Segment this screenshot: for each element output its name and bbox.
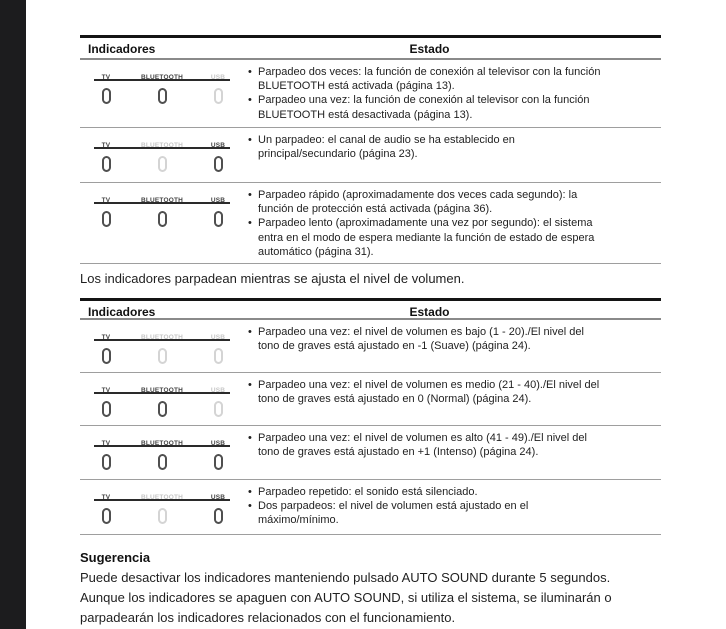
bluetooth-led-icon: [158, 211, 167, 227]
indicators-cell: [80, 373, 248, 425]
status-bullet-item: • Parpadeo una vez: la función de conexión al televisor con la función BLUETOOTH está desactivada (página 13).: [248, 93, 608, 121]
status-bullet-item: • Dos parpadeos: el nivel de volumen está ajustado en el máximo/mínimo.: [248, 499, 608, 527]
status-bullet-item: • Parpadeo dos veces: la función de conexión al televisor con la función BLUETOOTH está activada (página 13).: [248, 65, 608, 93]
status-bullet-item: • Parpadeo una vez: el nivel de volumen es medio (21 - 40)./El nivel del tono de graves está ajustado en 0 (Normal) (página 24).: [248, 378, 608, 406]
usb-led-icon: [214, 156, 223, 172]
bluetooth-indicator-label: BLUETOOTH: [140, 494, 184, 501]
bluetooth-indicator-label: BLUETOOTH: [140, 334, 184, 341]
status-bullet-item: • Parpadeo una vez: el nivel de volumen es alto (41 - 49)./El nivel del tono de graves está ajustado en +1 (Intenso) (página 24).: [248, 431, 608, 459]
tv-indicator-label: TV: [101, 494, 111, 501]
usb-led-icon: [214, 211, 223, 227]
indicator-status-table-2: [80, 298, 661, 535]
indicators-cell: [80, 480, 248, 534]
tv-indicator-label: TV: [101, 334, 111, 341]
table-row: [80, 480, 661, 535]
table-row: [80, 183, 661, 264]
indicators-cell: [80, 128, 248, 182]
table-row: [80, 320, 661, 373]
status-cell: [248, 183, 608, 263]
status-bullet-item: • Parpadeo una vez: el nivel de volumen es bajo (1 - 20)./El nivel del tono de graves está ajustado en -1 (Suave) (página 24).: [248, 325, 608, 353]
usb-indicator-label: USB: [210, 494, 226, 501]
usb-indicator-label: USB: [210, 387, 226, 394]
indicators-cell: [80, 60, 248, 127]
tv-indicator-label: TV: [101, 142, 111, 149]
usb-indicator-label: USB: [210, 440, 226, 447]
column-header-estado: Estado: [409, 305, 450, 319]
table-row: [80, 128, 661, 183]
indicator-panel-graphic: [94, 486, 230, 529]
table-header-row: [80, 301, 661, 320]
bluetooth-led-icon: [158, 156, 167, 172]
table-header-row: [80, 38, 661, 60]
column-header-estado: Estado: [409, 42, 450, 56]
status-bullet-item: • Un parpadeo: el canal de audio se ha establecido en principal/secundario (página 23).: [248, 133, 608, 161]
indicator-status-table-1: [80, 35, 661, 264]
indicator-panel-graphic: [94, 379, 230, 422]
bluetooth-led-icon: [158, 508, 167, 524]
usb-led-icon: [214, 454, 223, 470]
usb-indicator-label: USB: [210, 142, 226, 149]
indicator-panel-graphic: [94, 134, 230, 177]
bluetooth-led-icon: [158, 401, 167, 417]
status-cell: [248, 60, 608, 127]
column-header-indicadores: Indicadores: [88, 42, 156, 56]
bluetooth-led-icon: [158, 454, 167, 470]
usb-indicator-label: USB: [210, 334, 226, 341]
status-bullet-item: • Parpadeo lento (aproximadamente una vez por segundo): el sistema entra en el modo de espera mediante la función de estado de espera automático (página 31).: [248, 216, 608, 259]
table-row: [80, 373, 661, 426]
left-black-bar: [0, 0, 26, 629]
indicator-panel-graphic: [94, 432, 230, 475]
status-cell: [248, 128, 608, 182]
tip-title: Sugerencia: [80, 550, 151, 565]
status-bullet-item: • Parpadeo rápido (aproximadamente dos veces cada segundo): la función de protección está activada (página 36).: [248, 188, 608, 216]
indicator-panel-graphic: [94, 189, 230, 232]
tv-led-icon: [102, 348, 111, 364]
indicators-cell: [80, 183, 248, 263]
volume-note-text: Los indicadores parpadean mientras se ajusta el nivel de volumen.: [80, 271, 465, 286]
bluetooth-led-icon: [158, 348, 167, 364]
tv-led-icon: [102, 454, 111, 470]
tv-indicator-label: TV: [101, 387, 111, 394]
status-bullet-item: • Parpadeo repetido: el sonido está silenciado.: [248, 485, 608, 499]
bluetooth-indicator-label: BLUETOOTH: [140, 74, 184, 81]
bluetooth-indicator-label: BLUETOOTH: [140, 142, 184, 149]
tv-led-icon: [102, 156, 111, 172]
status-cell: [248, 480, 608, 534]
tv-led-icon: [102, 211, 111, 227]
usb-led-icon: [214, 348, 223, 364]
indicators-cell: [80, 320, 248, 372]
indicators-cell: [80, 426, 248, 479]
indicator-panel-graphic: [94, 326, 230, 369]
usb-led-icon: [214, 88, 223, 104]
bluetooth-indicator-label: BLUETOOTH: [140, 197, 184, 204]
bluetooth-indicator-label: BLUETOOTH: [140, 387, 184, 394]
indicator-panel-graphic: [94, 66, 230, 109]
tv-led-icon: [102, 401, 111, 417]
usb-indicator-label: USB: [210, 197, 226, 204]
status-cell: [248, 426, 608, 479]
tip-body-text: Puede desactivar los indicadores manteniendo pulsado AUTO SOUND durante 5 segundos. Aunque los indicadores se apaguen con AUTO SOUND, si utiliza el sistema, se iluminarán o parpadearán los indicadores relacionados con el funcionamiento.: [80, 570, 612, 625]
status-cell: [248, 373, 608, 425]
tv-indicator-label: TV: [101, 440, 111, 447]
usb-led-icon: [214, 401, 223, 417]
tv-indicator-label: TV: [101, 197, 111, 204]
tv-led-icon: [102, 508, 111, 524]
bluetooth-indicator-label: BLUETOOTH: [140, 440, 184, 447]
table-row: [80, 426, 661, 480]
usb-indicator-label: USB: [210, 74, 226, 81]
status-cell: [248, 320, 608, 372]
usb-led-icon: [214, 508, 223, 524]
bluetooth-led-icon: [158, 88, 167, 104]
table-row: [80, 60, 661, 128]
tv-led-icon: [102, 88, 111, 104]
tip-section: [80, 550, 650, 628]
tv-indicator-label: TV: [101, 74, 111, 81]
column-header-indicadores: Indicadores: [88, 305, 156, 319]
